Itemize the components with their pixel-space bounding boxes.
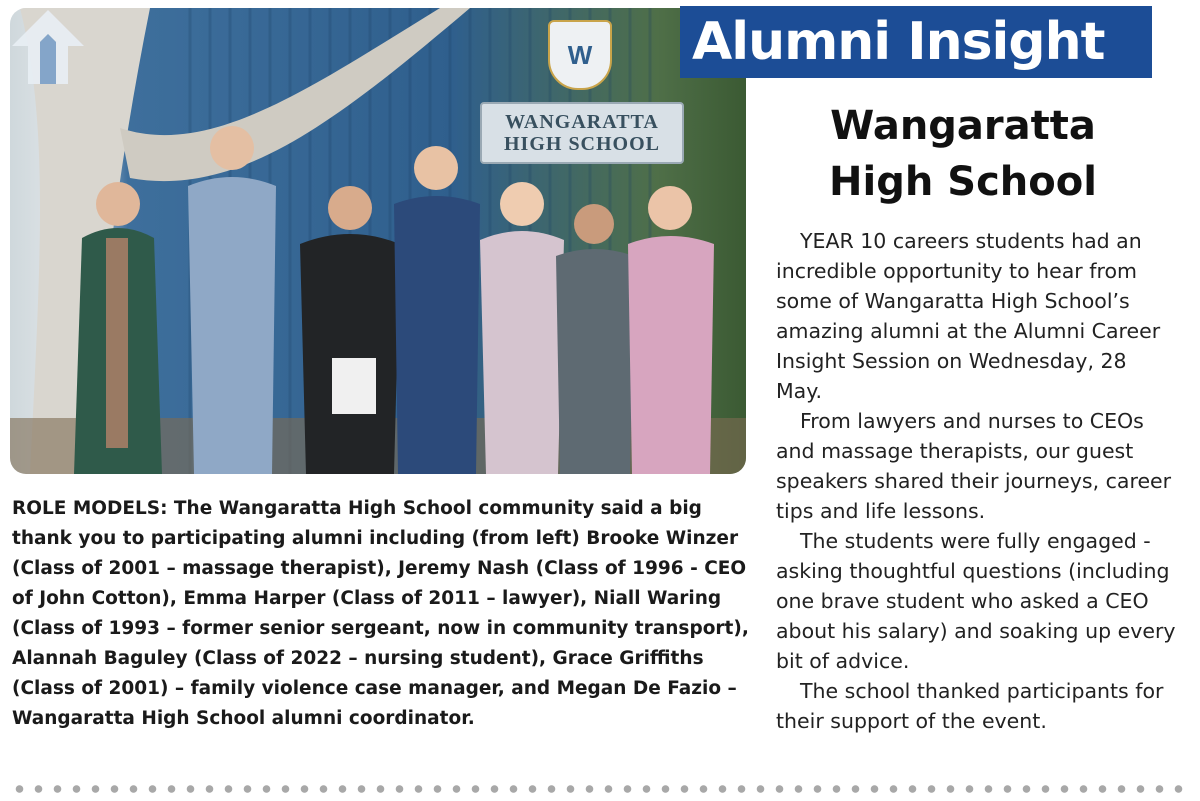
article-body xyxy=(776,226,1176,736)
school-sign-line1: WANGARATTA xyxy=(505,111,659,133)
paragraph: The students were fully engaged - asking thoughtful questions (including one brave student who asked a CEO about his salary) and soaking up every bit of advice. xyxy=(776,529,1176,673)
school-crest-icon: W xyxy=(548,20,612,90)
section-banner: Alumni Insight xyxy=(680,6,1152,78)
group-photo xyxy=(10,8,746,474)
photo-caption: ROLE MODELS: The Wangaratta High School community said a big thank you to participating alumni including (from left) Brooke Winzer (Class of 2001 – massage therapist), Jeremy Nash (Class of 1996 - CEO of John Cotton), Emma Harper (Class of 2011 – lawyer), Niall Waring (Class of 1993 – former senior sergeant, now in community transport), Alannah Baguley (Class of 2022 – nursing student), Grace Griffiths (Class of 2001) – family violence case manager, and Megan De Fazio – Wangaratta High School alumni coordinator. xyxy=(12,498,749,729)
paragraph: From lawyers and nurses to CEOs and massage therapists, our guest speakers shared their journeys, career tips and life lessons. xyxy=(776,409,1172,523)
group-photo-illustration xyxy=(10,8,746,474)
up-arrow-logo-icon xyxy=(10,8,86,84)
headline: Wangaratta High School xyxy=(829,103,1097,205)
dotted-divider xyxy=(10,784,1190,794)
school-sign xyxy=(480,102,684,164)
school-sign-line2: HIGH SCHOOL xyxy=(503,133,661,155)
paragraph: YEAR 10 careers students had an incredible opportunity to hear from some of Wangaratta High School’s amazing alumni at the Alumni Career Insight Session on Wednesday, 28 May. xyxy=(776,229,1161,403)
paragraph: The school thanked participants for their support of the event. xyxy=(776,679,1164,733)
